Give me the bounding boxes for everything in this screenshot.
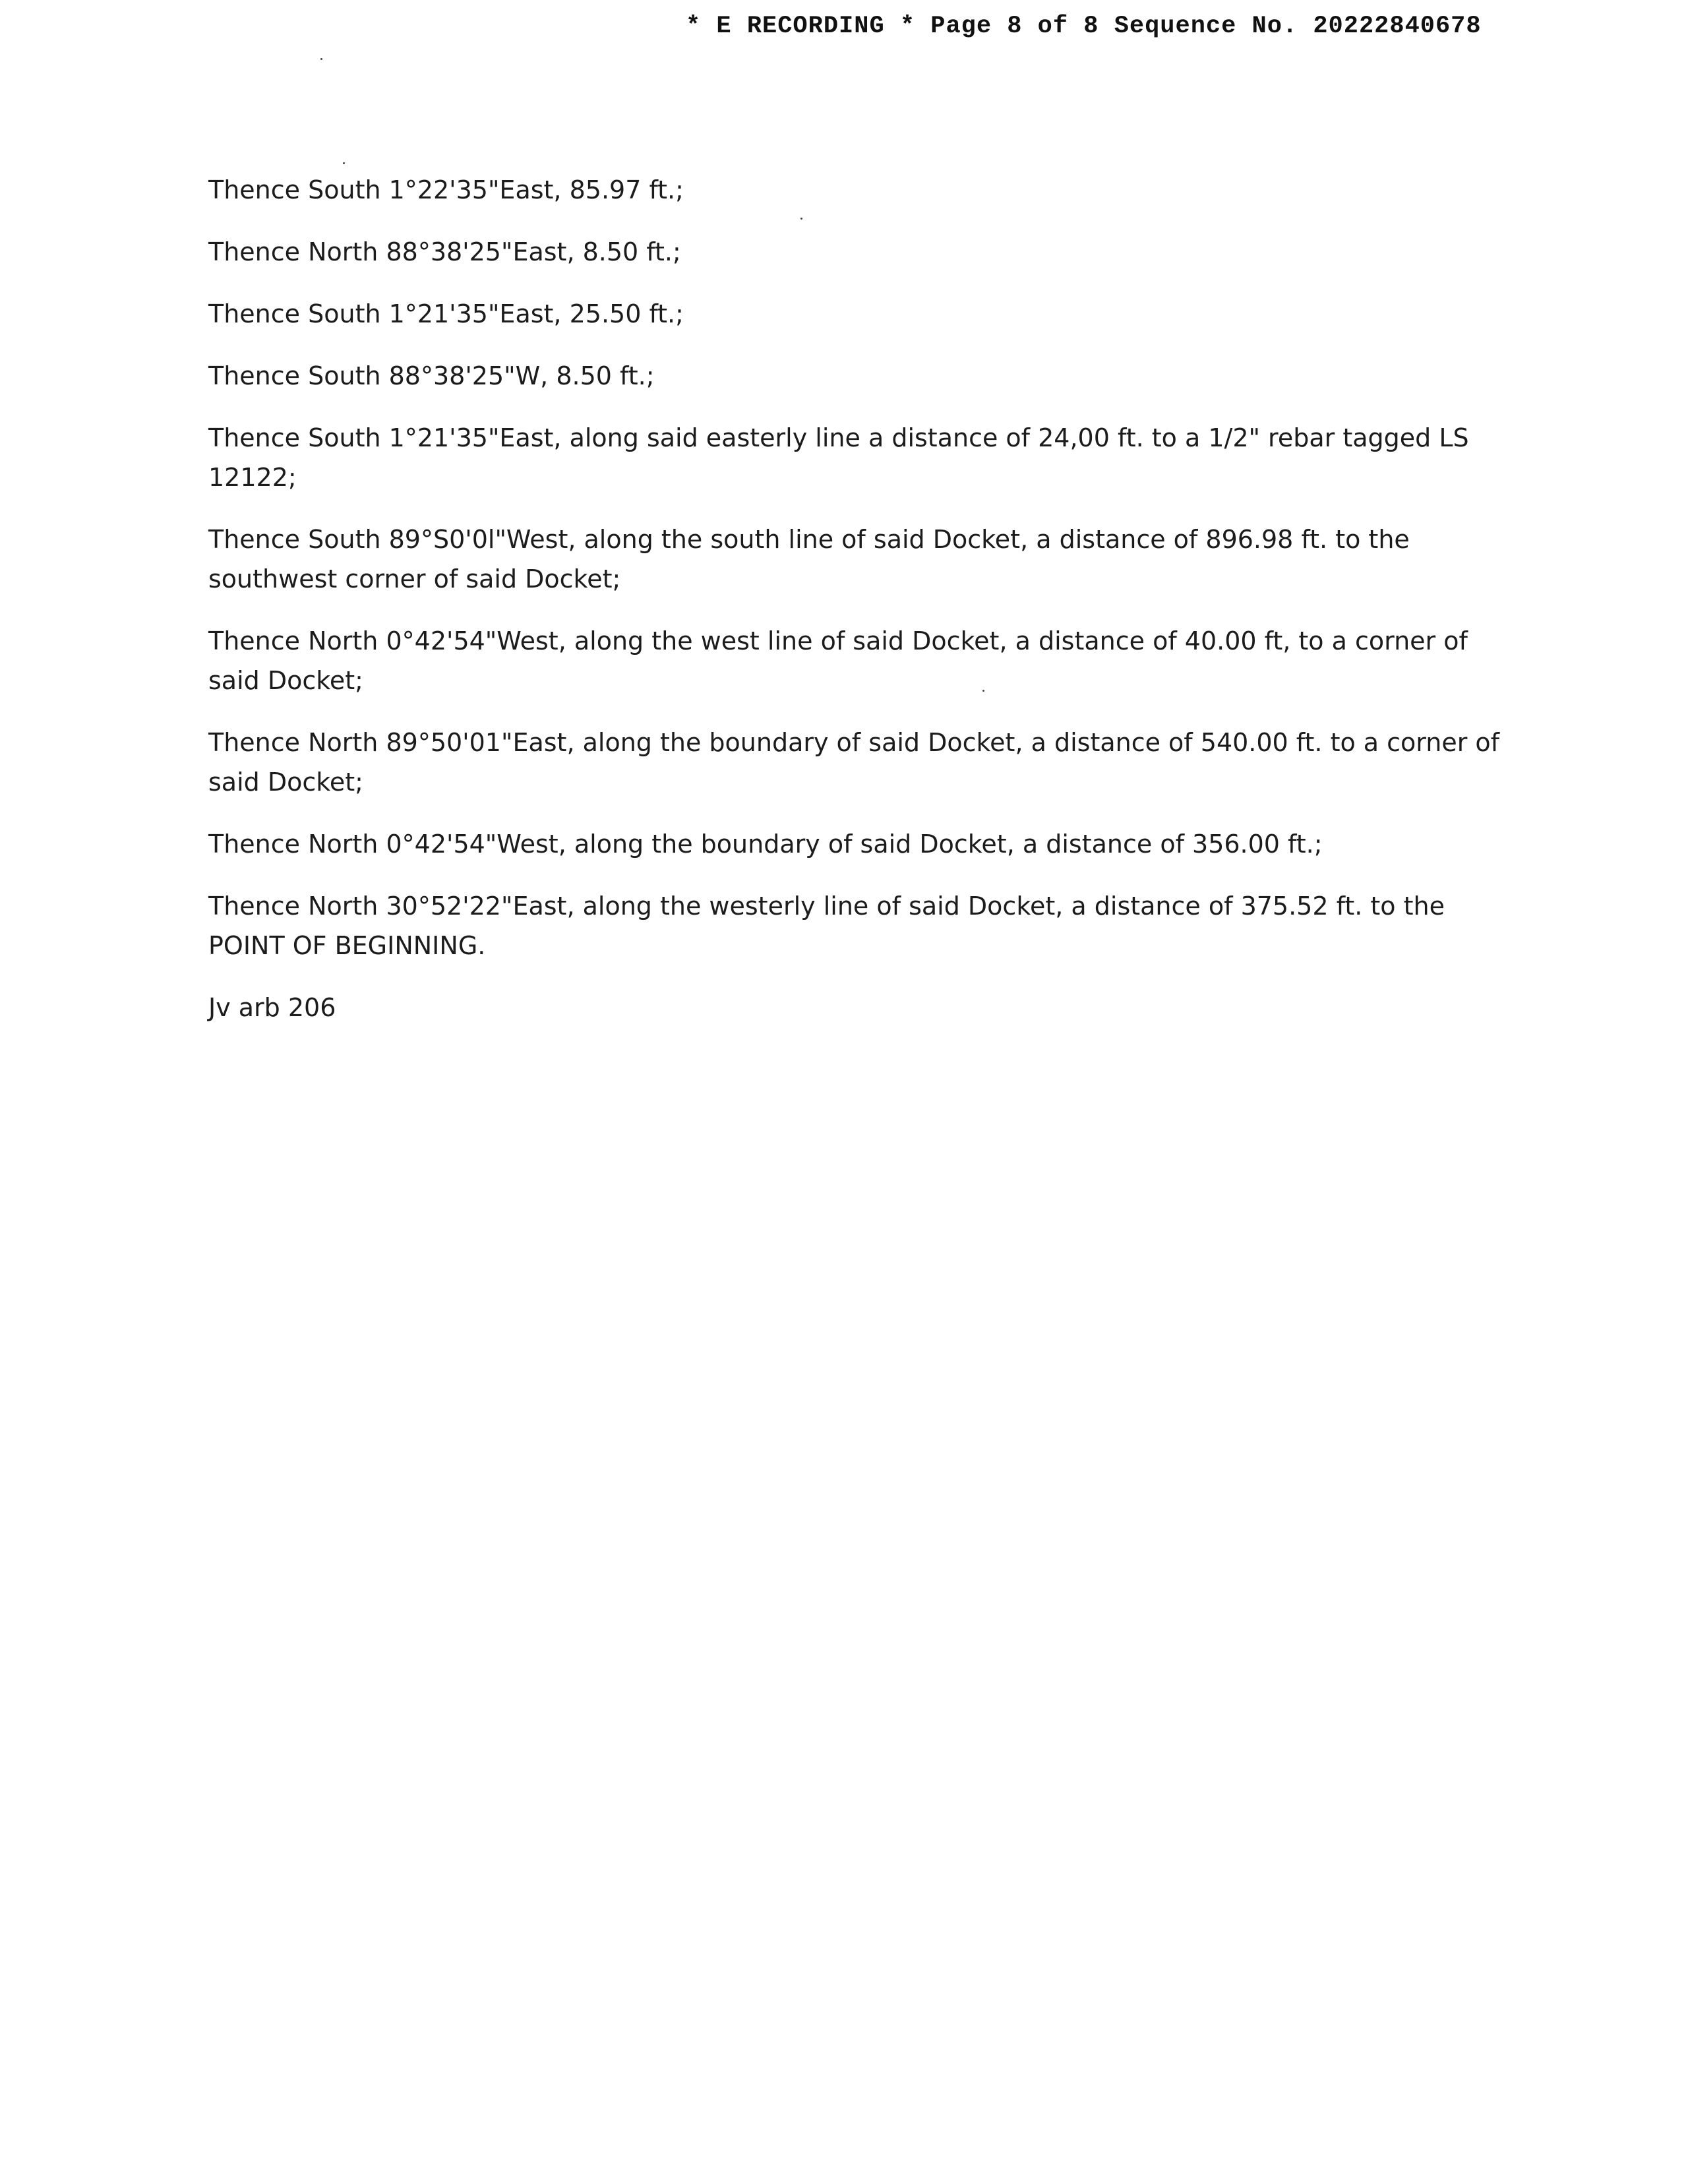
course-paragraph: Thence South 1°22'35"East, 85.97 ft.; — [208, 175, 684, 204]
course-paragraph: Thence South 1°21'35"East, 25.50 ft.; — [208, 299, 684, 328]
course-paragraph: Thence South 88°38'25"W, 8.50 ft.; — [208, 361, 655, 390]
scan-speck — [320, 58, 322, 60]
footer-note: Jv arb 206 — [208, 993, 336, 1022]
scan-speck — [343, 162, 345, 164]
course-paragraph: Thence North 0°42'54"West, along the boundary of said Docket, a distance of 356.00 ft.; — [208, 830, 1323, 859]
course-paragraph: Thence South 89°S0'0l"West, along the south line of said Docket, a distance of 896.98 ft. to the southwest corner of said Docket; — [208, 525, 1410, 593]
course-paragraph: Thence South 1°21'35"East, along said easterly line a distance of 24,00 ft. to a 1/2" rebar tagged LS 12122; — [208, 423, 1469, 492]
course-paragraph: Thence North 0°42'54"West, along the west line of said Docket, a distance of 40.00 ft, to a corner of said Docket; — [208, 626, 1468, 695]
course-paragraph: Thence North 88°38'25"East, 8.50 ft.; — [208, 237, 681, 266]
legal-description — [208, 170, 1501, 1050]
course-paragraph: Thence North 89°50'01"East, along the boundary of said Docket, a distance of 540.00 ft. to a corner of said Docket; — [208, 728, 1500, 797]
recording-header: * E RECORDING * Page 8 of 8 Sequence No. 20222840678 — [686, 13, 1482, 40]
course-paragraph: Thence North 30°52'22"East, along the westerly line of said Docket, a distance of 375.52 ft. to the POINT OF BEGINNING. — [208, 892, 1445, 960]
